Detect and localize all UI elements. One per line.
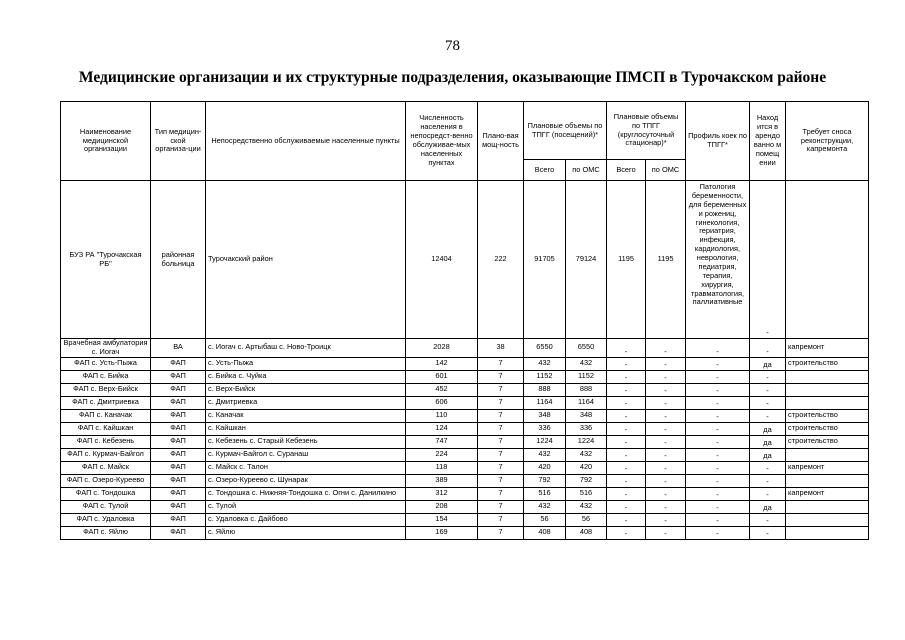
cell-settlements: с. Кайшкан <box>206 422 406 435</box>
cell-settlements: с. Кебезень с. Старый Кебезень <box>206 435 406 448</box>
table-row <box>61 339 869 358</box>
cell-visits-oms: 1224 <box>566 435 607 448</box>
cell-population: 601 <box>406 370 478 383</box>
cell-repair: строительство <box>786 357 869 370</box>
cell-population: 208 <box>406 500 478 513</box>
cell-profile: - <box>686 461 750 474</box>
cell-stationary-oms: - <box>646 513 686 526</box>
cell-capacity: 7 <box>478 422 524 435</box>
cell-name: ФАП с. Озеро-Куреево <box>61 474 151 487</box>
cell-rent: - <box>750 339 786 358</box>
cell-stationary-total: - <box>607 370 646 383</box>
cell-visits-oms: 888 <box>566 383 607 396</box>
table-row <box>61 500 869 513</box>
cell-stationary-oms: - <box>646 396 686 409</box>
cell-name: ФАП с. Яйлю <box>61 526 151 539</box>
cell-population: 142 <box>406 357 478 370</box>
cell-profile: - <box>686 370 750 383</box>
cell-stationary-total: - <box>607 461 646 474</box>
cell-visits-oms: 348 <box>566 409 607 422</box>
cell-profile: - <box>686 409 750 422</box>
cell-visits-total: 91705 <box>524 181 566 339</box>
cell-settlements: с. Курмач-Байгол с. Суранаш <box>206 448 406 461</box>
cell-settlements: Турочакский район <box>206 181 406 339</box>
cell-stationary-oms: - <box>646 339 686 358</box>
cell-visits-total: 1164 <box>524 396 566 409</box>
cell-repair: строительство <box>786 409 869 422</box>
cell-visits-total: 348 <box>524 409 566 422</box>
cell-population: 312 <box>406 487 478 500</box>
cell-capacity: 7 <box>478 370 524 383</box>
cell-visits-oms: 56 <box>566 513 607 526</box>
cell-name: ФАП с. Майск <box>61 461 151 474</box>
cell-rent: да <box>750 422 786 435</box>
cell-type: ВА <box>151 339 206 358</box>
cell-capacity: 38 <box>478 339 524 358</box>
table-row <box>61 513 869 526</box>
cell-visits-total: 432 <box>524 500 566 513</box>
cell-rent: да <box>750 448 786 461</box>
cell-type: ФАП <box>151 448 206 461</box>
cell-population: 224 <box>406 448 478 461</box>
cell-capacity: 7 <box>478 526 524 539</box>
cell-capacity: 7 <box>478 461 524 474</box>
cell-capacity: 7 <box>478 435 524 448</box>
cell-stationary-oms: - <box>646 448 686 461</box>
cell-repair <box>786 474 869 487</box>
header-stationary-oms: по ОМС <box>646 160 686 181</box>
cell-stationary-total: - <box>607 383 646 396</box>
table-row <box>61 422 869 435</box>
cell-stationary-oms: - <box>646 383 686 396</box>
cell-repair <box>786 513 869 526</box>
cell-population: 452 <box>406 383 478 396</box>
cell-capacity: 7 <box>478 357 524 370</box>
cell-type: ФАП <box>151 435 206 448</box>
header-repair: Требует сноса реконструкции, капремонта <box>786 102 869 181</box>
cell-stationary-total: - <box>607 487 646 500</box>
cell-profile: - <box>686 526 750 539</box>
cell-settlements: с. Удаловка с. Дайбово <box>206 513 406 526</box>
cell-stationary-oms: - <box>646 461 686 474</box>
cell-visits-total: 432 <box>524 357 566 370</box>
cell-stationary-total: 1195 <box>607 181 646 339</box>
cell-repair <box>786 181 869 339</box>
cell-stationary-oms: - <box>646 487 686 500</box>
cell-visits-oms: 1152 <box>566 370 607 383</box>
cell-profile: - <box>686 383 750 396</box>
cell-population: 154 <box>406 513 478 526</box>
cell-type: ФАП <box>151 383 206 396</box>
cell-stationary-total: - <box>607 474 646 487</box>
header-settlements: Непосредственно обслуживаемые населенные пункты <box>206 102 406 181</box>
cell-profile: Патология беременности, для беременных и рожениц, гинекология, гериатрия, инфекция, кардиология, неврология, педиатрия, терапия, хирургия, травматология, паллиативные <box>686 181 750 339</box>
cell-stationary-oms: - <box>646 435 686 448</box>
cell-visits-total: 432 <box>524 448 566 461</box>
cell-stationary-oms: - <box>646 409 686 422</box>
organizations-table <box>60 101 869 540</box>
cell-settlements: с. Озеро-Куреево с. Шунарак <box>206 474 406 487</box>
cell-stationary-oms: 1195 <box>646 181 686 339</box>
cell-repair <box>786 448 869 461</box>
cell-rent: - <box>750 461 786 474</box>
table-row <box>61 526 869 539</box>
cell-settlements: с. Каначак <box>206 409 406 422</box>
cell-type: ФАП <box>151 357 206 370</box>
cell-population: 2028 <box>406 339 478 358</box>
table-row <box>61 383 869 396</box>
cell-visits-oms: 432 <box>566 448 607 461</box>
cell-repair <box>786 383 869 396</box>
cell-visits-total: 336 <box>524 422 566 435</box>
cell-settlements: с. Яйлю <box>206 526 406 539</box>
cell-stationary-total: - <box>607 422 646 435</box>
cell-name: ФАП с. Кайшкан <box>61 422 151 435</box>
cell-visits-total: 6550 <box>524 339 566 358</box>
cell-type: ФАП <box>151 396 206 409</box>
cell-rent: да <box>750 435 786 448</box>
cell-rent: да <box>750 500 786 513</box>
header-stationary: Плановые объемы по ТПГГ (круглосуточный стационар)* <box>607 102 686 160</box>
cell-settlements: с. Тулой <box>206 500 406 513</box>
cell-stationary-total: - <box>607 526 646 539</box>
header-name: Наименование медицинской организации <box>61 102 151 181</box>
cell-visits-oms: 79124 <box>566 181 607 339</box>
cell-name: ФАП с. Каначак <box>61 409 151 422</box>
cell-capacity: 7 <box>478 487 524 500</box>
table-row <box>61 409 869 422</box>
cell-visits-oms: 516 <box>566 487 607 500</box>
cell-visits-oms: 420 <box>566 461 607 474</box>
cell-population: 12404 <box>406 181 478 339</box>
cell-stationary-oms: - <box>646 500 686 513</box>
cell-type: ФАП <box>151 500 206 513</box>
header-visits: Плановые объемы по ТПГГ (посещений)* <box>524 102 607 160</box>
cell-stationary-total: - <box>607 448 646 461</box>
cell-type: ФАП <box>151 461 206 474</box>
header-type: Тип медицин-ской организа-ции <box>151 102 206 181</box>
page-title: Медицинские организации и их структурные подразделения, оказывающие ПМСП в Турочакском районе <box>78 69 827 86</box>
cell-name: ФАП с. Тулой <box>61 500 151 513</box>
table-row <box>61 357 869 370</box>
cell-name: ФАП с. Бийка <box>61 370 151 383</box>
cell-stationary-total: - <box>607 500 646 513</box>
cell-settlements: с. Усть-Пыжа <box>206 357 406 370</box>
cell-name: Врачебная амбулатория с. Иогач <box>61 339 151 358</box>
cell-stationary-total: - <box>607 513 646 526</box>
cell-visits-total: 1224 <box>524 435 566 448</box>
cell-population: 389 <box>406 474 478 487</box>
cell-name: ФАП с. Тондошка <box>61 487 151 500</box>
cell-repair: капремонт <box>786 339 869 358</box>
cell-profile: - <box>686 474 750 487</box>
cell-profile: - <box>686 396 750 409</box>
cell-name: ФАП с. Дмитриевка <box>61 396 151 409</box>
cell-name: ФАП с. Верх-Бийск <box>61 383 151 396</box>
cell-capacity: 7 <box>478 396 524 409</box>
cell-stationary-total: - <box>607 357 646 370</box>
cell-population: 606 <box>406 396 478 409</box>
cell-stationary-total: - <box>607 409 646 422</box>
header-rent: Наход ится в арендо ванно м помещ ении <box>750 102 786 181</box>
cell-type: ФАП <box>151 513 206 526</box>
cell-visits-total: 516 <box>524 487 566 500</box>
table-header <box>61 102 869 181</box>
cell-rent: да <box>750 357 786 370</box>
cell-capacity: 7 <box>478 474 524 487</box>
cell-repair <box>786 526 869 539</box>
cell-settlements: с. Майск с. Талон <box>206 461 406 474</box>
table-row <box>61 487 869 500</box>
table-row <box>61 435 869 448</box>
cell-stationary-oms: - <box>646 357 686 370</box>
cell-stationary-oms: - <box>646 370 686 383</box>
cell-rent: - <box>750 396 786 409</box>
cell-stationary-oms: - <box>646 526 686 539</box>
cell-repair <box>786 500 869 513</box>
cell-name: БУЗ РА "Турочакская РБ" <box>61 181 151 339</box>
cell-rent: - <box>750 526 786 539</box>
cell-visits-oms: 792 <box>566 474 607 487</box>
header-visits-oms: по ОМС <box>566 160 607 181</box>
cell-stationary-total: - <box>607 339 646 358</box>
cell-repair: строительство <box>786 422 869 435</box>
cell-population: 747 <box>406 435 478 448</box>
cell-rent: - <box>750 181 786 339</box>
cell-population: 118 <box>406 461 478 474</box>
cell-stationary-oms: - <box>646 474 686 487</box>
cell-visits-oms: 408 <box>566 526 607 539</box>
cell-visits-total: 420 <box>524 461 566 474</box>
cell-visits-oms: 336 <box>566 422 607 435</box>
cell-visits-total: 408 <box>524 526 566 539</box>
cell-settlements: с. Бийка с. Чуйка <box>206 370 406 383</box>
table-row <box>61 474 869 487</box>
cell-type: ФАП <box>151 370 206 383</box>
table-row <box>61 448 869 461</box>
cell-type: ФАП <box>151 409 206 422</box>
cell-settlements: с. Дмитриевка <box>206 396 406 409</box>
cell-visits-total: 56 <box>524 513 566 526</box>
header-profile: Профиль коек по ТПГГ* <box>686 102 750 181</box>
cell-capacity: 7 <box>478 383 524 396</box>
cell-visits-oms: 432 <box>566 500 607 513</box>
cell-visits-oms: 1164 <box>566 396 607 409</box>
header-population: Численность населения в непосредст-венно обслуживае-мых населенных пунктах <box>406 102 478 181</box>
cell-settlements: с. Иогач с. Артыбаш с. Ново-Троицк <box>206 339 406 358</box>
page-number: 78 <box>445 38 460 54</box>
cell-visits-oms: 6550 <box>566 339 607 358</box>
cell-settlements: с. Тондошка с. Нижняя-Тондошка с. Огни с. Данилкино <box>206 487 406 500</box>
cell-name: ФАП с. Кебезень <box>61 435 151 448</box>
cell-rent: - <box>750 383 786 396</box>
cell-population: 124 <box>406 422 478 435</box>
cell-profile: - <box>686 500 750 513</box>
cell-rent: - <box>750 370 786 383</box>
cell-population: 110 <box>406 409 478 422</box>
cell-type: ФАП <box>151 474 206 487</box>
table-row <box>61 370 869 383</box>
cell-stationary-total: - <box>607 435 646 448</box>
cell-capacity: 7 <box>478 500 524 513</box>
cell-stationary-oms: - <box>646 422 686 435</box>
cell-name: ФАП с. Курмач-Байгол <box>61 448 151 461</box>
cell-type: ФАП <box>151 487 206 500</box>
cell-repair <box>786 370 869 383</box>
cell-repair: капремонт <box>786 487 869 500</box>
cell-profile: - <box>686 435 750 448</box>
cell-profile: - <box>686 513 750 526</box>
cell-capacity: 7 <box>478 513 524 526</box>
table-row <box>61 181 869 339</box>
cell-capacity: 7 <box>478 409 524 422</box>
table-body <box>61 181 869 540</box>
cell-capacity: 222 <box>478 181 524 339</box>
cell-profile: - <box>686 339 750 358</box>
cell-profile: - <box>686 487 750 500</box>
header-capacity: Плано-вая мощ-ность <box>478 102 524 181</box>
cell-type: районная больница <box>151 181 206 339</box>
cell-type: ФАП <box>151 526 206 539</box>
cell-repair: капремонт <box>786 461 869 474</box>
cell-settlements: с. Верх-Бийск <box>206 383 406 396</box>
cell-visits-total: 888 <box>524 383 566 396</box>
cell-repair <box>786 396 869 409</box>
cell-rent: - <box>750 513 786 526</box>
cell-population: 169 <box>406 526 478 539</box>
table-row <box>61 396 869 409</box>
cell-name: ФАП с. Удаловка <box>61 513 151 526</box>
cell-profile: - <box>686 357 750 370</box>
cell-repair: строительство <box>786 435 869 448</box>
cell-profile: - <box>686 422 750 435</box>
cell-visits-oms: 432 <box>566 357 607 370</box>
table-row <box>61 461 869 474</box>
cell-visits-total: 792 <box>524 474 566 487</box>
cell-capacity: 7 <box>478 448 524 461</box>
cell-name: ФАП с. Усть-Пыжа <box>61 357 151 370</box>
cell-visits-total: 1152 <box>524 370 566 383</box>
cell-profile: - <box>686 448 750 461</box>
cell-rent: - <box>750 409 786 422</box>
cell-stationary-total: - <box>607 396 646 409</box>
cell-type: ФАП <box>151 422 206 435</box>
header-visits-total: Всего <box>524 160 566 181</box>
cell-rent: - <box>750 487 786 500</box>
header-stationary-total: Всего <box>607 160 646 181</box>
cell-rent: - <box>750 474 786 487</box>
